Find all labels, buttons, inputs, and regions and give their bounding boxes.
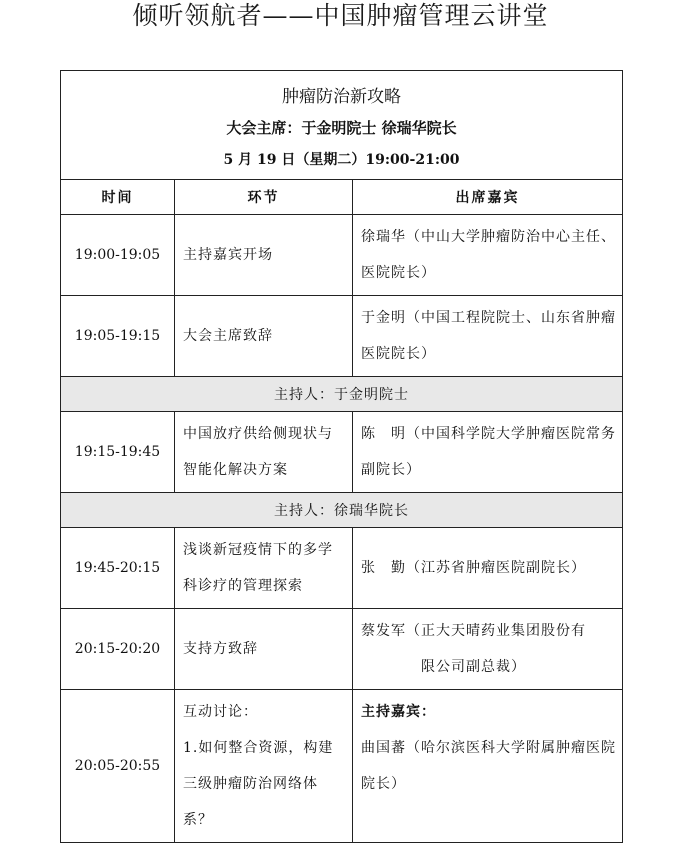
segment-cell: 浅谈新冠疫情下的多学科诊疗的管理探索	[175, 528, 353, 609]
guest-line: 限公司副总裁）	[421, 659, 526, 675]
guest-cell: 于金明（中国工程院院士、山东省肿瘤医院院长）	[353, 296, 623, 377]
guest-cell	[353, 690, 623, 843]
time-cell: 19:45-20:15	[61, 528, 175, 609]
schedule-table	[60, 70, 623, 843]
chair-line: 大会主席：于金明院士 徐瑞华院长	[226, 119, 457, 137]
time-cell: 20:05-20:55	[61, 690, 175, 843]
guest-label: 主持嘉宾：	[361, 704, 436, 720]
column-header-row	[61, 180, 623, 215]
host-cell: 主持人：于金明院士	[61, 377, 623, 412]
column-header-guest: 出席嘉宾	[353, 180, 623, 215]
column-header-time: 时间	[61, 180, 175, 215]
column-header-segment: 环节	[175, 180, 353, 215]
table-row	[61, 528, 623, 609]
guest-cell: 徐瑞华（中山大学肿瘤防治中心主任、医院院长）	[353, 215, 623, 296]
table-row	[61, 690, 623, 843]
time-cell: 20:15-20:20	[61, 609, 175, 690]
guest-cell	[353, 609, 623, 690]
time-cell: 19:00-19:05	[61, 215, 175, 296]
host-row	[61, 377, 623, 412]
guest-cell: 张 勤（江苏省肿瘤医院副院长）	[353, 528, 623, 609]
segment-line: 1.如何整合资源，构建三级肿瘤防治网络体系？	[183, 740, 334, 828]
header-cell	[61, 71, 623, 180]
guest-line: 曲国蕃（哈尔滨医科大学附属肿瘤医院院长）	[361, 740, 616, 792]
segment-line: 互动讨论：	[183, 704, 258, 720]
page-title: 倾听领航者——中国肿瘤管理云讲堂	[132, 1, 549, 30]
time-cell: 19:15-19:45	[61, 412, 175, 493]
segment-cell: 中国放疗供给侧现状与智能化解决方案	[175, 412, 353, 493]
segment-cell	[175, 690, 353, 843]
table-row	[61, 412, 623, 493]
event-title: 肿瘤防治新攻略	[282, 86, 401, 107]
host-cell: 主持人：徐瑞华院长	[61, 493, 623, 528]
segment-cell: 主持嘉宾开场	[175, 215, 353, 296]
table-row	[61, 215, 623, 296]
date-line: 5 月 19 日（星期二）19:00-21:00	[223, 151, 460, 168]
table-row	[61, 609, 623, 690]
segment-cell: 支持方致辞	[175, 609, 353, 690]
segment-cell: 大会主席致辞	[175, 296, 353, 377]
guest-cell: 陈 明（中国科学院大学肿瘤医院常务副院长）	[353, 412, 623, 493]
guest-line: 蔡发军（正大天晴药业集团股份有	[361, 623, 586, 639]
time-cell: 19:05-19:15	[61, 296, 175, 377]
table-row	[61, 296, 623, 377]
host-row	[61, 493, 623, 528]
header-row	[61, 71, 623, 180]
